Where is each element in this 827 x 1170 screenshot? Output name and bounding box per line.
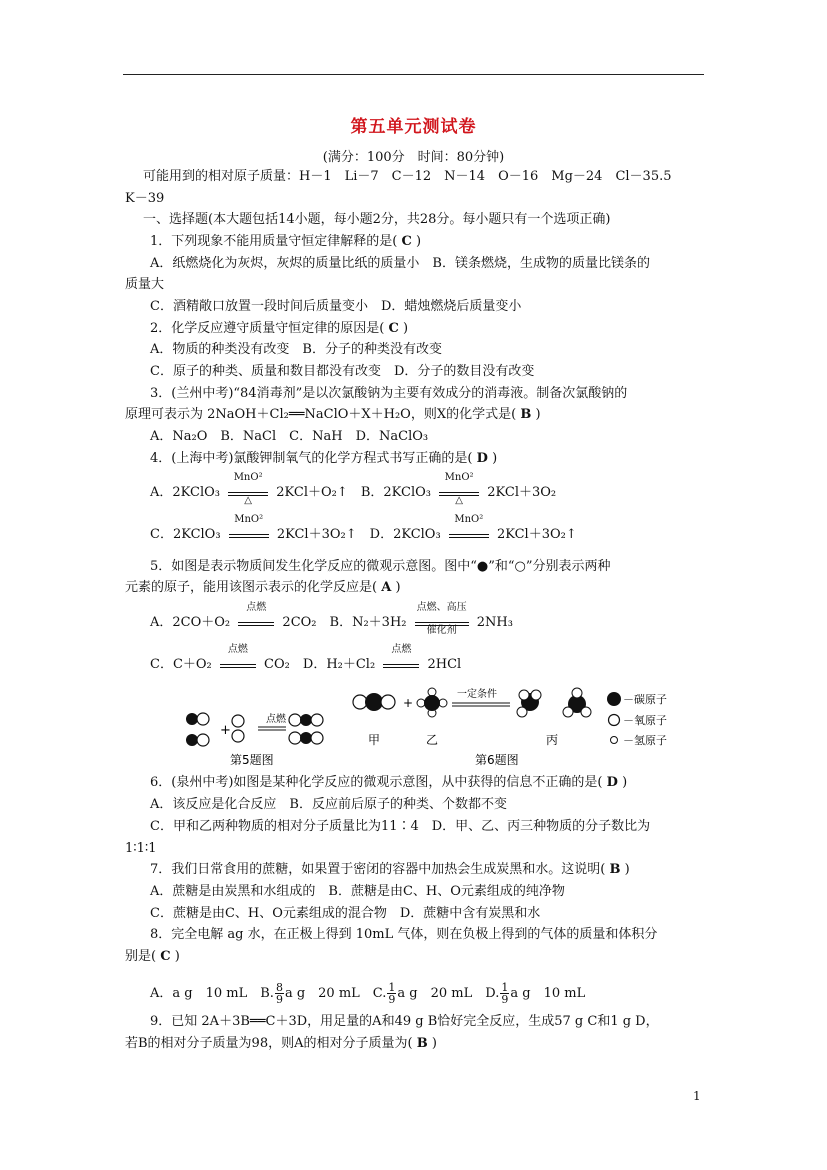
answer-5: A — [381, 580, 392, 595]
answer-2: C — [388, 321, 399, 336]
answer-8: C — [160, 949, 171, 964]
q7-options-ab: A．蔗糖是由炭黑和水组成的 B．蔗糖是由C、H、O元素组成的纯净物 — [150, 884, 565, 899]
question-4: 4．(上海中考)氯酸钾制氧气的化学方程式书写正确的是( D ) — [150, 451, 498, 466]
fig6-condition: 一定条件 — [457, 689, 497, 700]
legend-carbon: －碳原子 — [623, 693, 667, 706]
question-6: 6．(泉州中考)如图是某种化学反应的微观示意图，从中获得的信息不正确的是( D ) — [150, 775, 628, 790]
fig6-caption: 第6题图 — [475, 753, 519, 767]
reaction-condition: MnO² △ — [226, 484, 270, 502]
answer-7: B — [609, 862, 621, 877]
q5-options-cd: C．C＋O₂ 点燃 CO₂ D．H₂＋Cl₂ 点燃 2HCl — [150, 644, 462, 672]
q3-options: A．Na₂O B．NaCl C．NaH D．NaClO₃ — [150, 429, 429, 444]
question-5: 5．如图是表示物质间发生化学反应的微观示意图。图中“●”和“○”分别表示两种 — [150, 559, 611, 574]
answer-9: B — [416, 1036, 428, 1051]
question-3: 3．(兰州中考)“84消毒剂”是以次氯酸钠为主要有效成分的消毒液。制备次氯酸钠的 — [150, 386, 628, 401]
fig5-caption: 第5题图 — [230, 753, 274, 767]
q8-options: A．a g 10 mL B. $\frac{8}{9}$ a g 20 mL C. $\frac{1}{9}$ a g 20 mL D. $\frac{1}{9}$ a g 10 mL — [150, 981, 586, 1006]
q2-options-ab: A．物质的种类没有改变 B．分子的种类没有改变 — [150, 342, 442, 357]
fig5-o2 — [232, 715, 244, 742]
header-rule — [123, 74, 704, 75]
reaction-condition: 点燃 — [236, 614, 276, 632]
q6-options-ab: A．该反应是化合反应 B．反应前后原子的种类、个数都不变 — [150, 797, 507, 812]
fig6-bing-2 — [563, 688, 591, 717]
fig6-bing-1 — [517, 690, 541, 717]
subtitle: (满分：100分 时间：80分钟) — [322, 150, 505, 165]
answer-3: B — [520, 407, 532, 422]
reaction-condition: 点燃 — [381, 656, 421, 674]
answer-4: D — [476, 451, 488, 466]
q5-options-ab: A．2CO＋O₂ 点燃 2CO₂ B．N₂＋3H₂ 点燃、高压 催化剂 2NH₃ — [150, 602, 513, 636]
atomic-masses: 可能用到的相对原子质量：H－1 Li－7 C－12 N－14 O－16 Mg－24 Cl－35.5 — [143, 169, 672, 184]
label-yi: 乙 — [426, 733, 439, 747]
question-1: 1．下列现象不能用质量守恒定律解释的是( C ) — [150, 234, 422, 249]
svg-text:+: + — [220, 723, 231, 738]
svg-text:+: + — [403, 696, 414, 710]
q1-options-ab: A．纸燃烧化为灰烬，灰烬的质量比纸的质量小 B．镁条燃烧，生成物的质量比镁条的 — [150, 256, 650, 271]
fig6-jia — [353, 693, 395, 711]
reaction-condition: MnO² — [227, 526, 271, 544]
q1-options-ab-cont: 质量大 — [125, 277, 165, 292]
legend-oxygen: －氧原子 — [623, 714, 667, 727]
label-jia: 甲 — [368, 733, 381, 747]
question-3-cont: 原理可表示为 2NaOH＋Cl₂══NaClO＋X＋H₂O，则X的化学式是( B ) — [125, 407, 541, 422]
q1-options-cd: C．酒精敞口放置一段时间后质量变小 D．蜡烛燃烧后质量变小 — [150, 299, 522, 314]
answer-6: D — [606, 775, 618, 790]
fig5-product — [289, 714, 323, 744]
reaction-condition: MnO² △ — [437, 484, 481, 502]
answer-1: C — [401, 234, 412, 249]
q4-options-cd: C．2KClO₃ MnO² 2KCl＋3O₂↑ D．2KClO₃ MnO² 2KCl＋3O₂↑ — [150, 514, 577, 542]
reaction-condition: 点燃 — [218, 656, 258, 674]
reaction-condition: MnO² — [447, 526, 491, 544]
q2-options-cd: C．原子的种类、质量和数目都没有改变 D．分子的数目没有改变 — [150, 364, 535, 379]
q6-options-cd-cont: 1∶1∶1 — [125, 841, 157, 856]
legend-hydrogen: －氢原子 — [623, 734, 667, 747]
question-8: 8．完全电解 ag 水，在正极上得到 10mL 气体，则在负极上得到的气体的质量和体积分 — [150, 927, 658, 942]
question-9: 9．已知 2A＋3B══C＋3D，用足量的A和49 g B恰好完全反应，生成57 g C和1 g D， — [150, 1014, 659, 1029]
question-2: 2．化学反应遵守质量守恒定律的原因是( C ) — [150, 321, 409, 336]
fig5-molecule — [186, 713, 209, 746]
figures-5-6 — [170, 682, 690, 774]
reaction-condition: 点燃、高压 催化剂 — [416, 602, 467, 636]
question-9-cont: 若B的相对分子质量为98，则A的相对分子质量为( B ) — [125, 1036, 437, 1051]
fig6-yi — [417, 688, 447, 717]
page-number: 1 — [693, 1089, 701, 1103]
atomic-masses-cont: K－39 — [125, 191, 165, 206]
fig5-condition: 点燃 — [266, 714, 286, 725]
q6-options-cd: C．甲和乙两种物质的相对分子质量比为11∶4 D．甲、乙、丙三种物质的分子数比为 — [150, 819, 651, 834]
q7-options-cd: C．蔗糖是由C、H、O元素组成的混合物 D．蔗糖中含有炭黑和水 — [150, 906, 541, 921]
page-title: 第五单元测试卷 — [350, 117, 477, 137]
question-7: 7．我们日常食用的蔗糖，如果置于密闭的容器中加热会生成炭黑和水。这说明( B ) — [150, 862, 630, 877]
question-8-cont: 别是( C ) — [125, 949, 180, 964]
question-5-cont: 元素的原子，能用该图示表示的化学反应是( A ) — [125, 580, 401, 595]
q4-options-ab: A．2KClO₃ MnO² △ 2KCl＋O₂↑ B．2KClO₃ MnO² △ 2KCl＋3O₂ — [150, 472, 557, 506]
label-bing: 丙 — [546, 733, 559, 747]
section-heading: 一、选择题(本大题包括14小题，每小题2分，共28分。每小题只有一个选项正确) — [143, 212, 611, 227]
